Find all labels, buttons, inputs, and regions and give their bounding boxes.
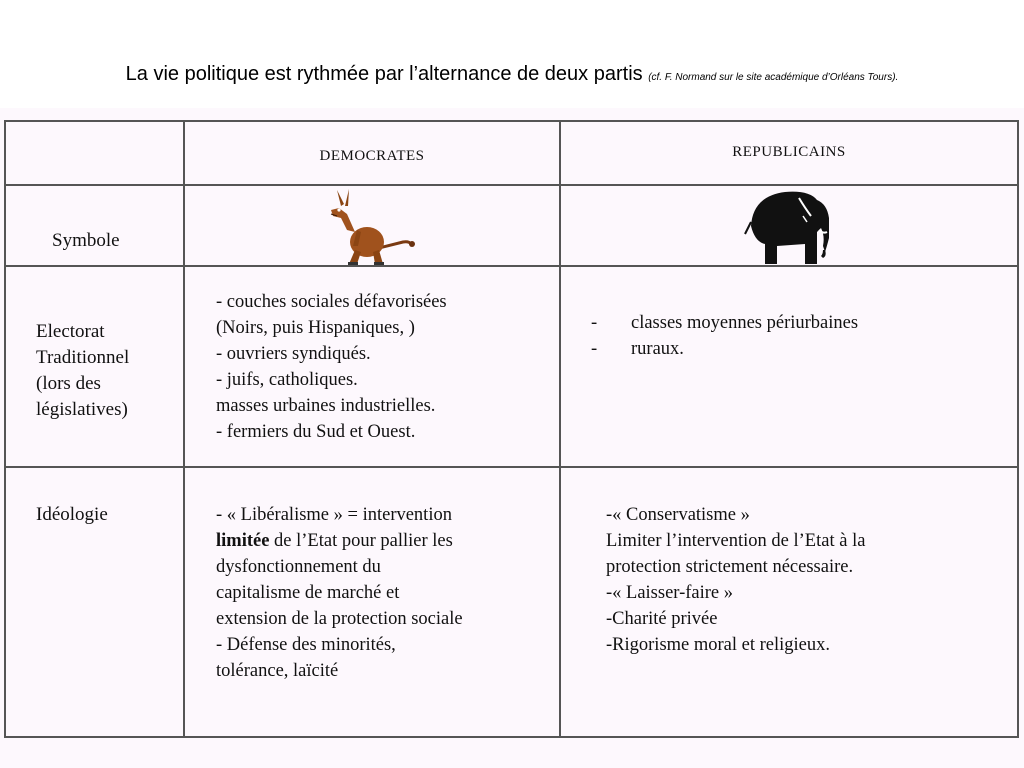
bold-limitee: limitée [216, 531, 270, 551]
header-republicans-cell [560, 121, 1018, 185]
symbol-label-cell [5, 185, 184, 266]
democrats-ideologie-line [216, 528, 559, 554]
electorat-label [6, 267, 183, 423]
electorat-label-cell [5, 266, 184, 467]
ideologie-label: Idéologie [36, 504, 108, 525]
democrats-electorat-line: - fermiers du Sud et Ouest. [216, 422, 416, 442]
republicans-symbol-cell [560, 185, 1018, 266]
democrats-ideologie-line: capitalisme de marché et [216, 583, 400, 603]
democrats-electorat-cell [184, 266, 560, 467]
header-empty-cell [5, 121, 184, 185]
democrats-electorat-line: - couches sociales défavorisées [216, 292, 447, 312]
symbol-row [5, 185, 1018, 266]
republicans-ideologie-cell [560, 467, 1018, 737]
republicans-electorat-list [561, 267, 1017, 362]
democrats-ideologie-line: - Défense des minorités, [216, 635, 396, 655]
donkey-icon [317, 186, 417, 266]
democrats-electorat-line: - ouvriers syndiqués. [216, 344, 371, 364]
republicans-ideologie-line: -Rigorisme moral et religieux. [606, 635, 830, 655]
republicans-electorat-cell [560, 266, 1018, 467]
ideologie-row [5, 467, 1018, 737]
democrats-ideologie-cell [184, 467, 560, 737]
table-header-row [5, 121, 1018, 185]
list-dash: - [591, 313, 598, 333]
democrats-electorat-line: (Noirs, puis Hispaniques, ) [216, 318, 415, 338]
democrats-electorat-line: - juifs, catholiques. [216, 370, 358, 390]
democrats-ideologie-line: - « Libéralisme » = intervention [216, 505, 452, 525]
electorat-label-line: législatives) [36, 399, 128, 420]
republicans-electorat-item [591, 336, 1017, 362]
page-title [0, 63, 1024, 86]
header-republicans: REPUBLICAINS [732, 144, 846, 160]
electorat-label-line: Traditionnel [36, 347, 130, 368]
democrats-ideologie-line: dysfonctionnement du [216, 557, 381, 577]
elephant-icon [739, 186, 839, 266]
ideologie-label-cell [5, 467, 184, 737]
parties-comparison-table [4, 120, 1019, 738]
title-main: La vie politique est rythmée par l’alternance de deux partis [125, 63, 643, 85]
ideologie-line-rest: de l’Etat pour pallier les [269, 531, 453, 551]
democrats-ideologie-text [185, 468, 559, 684]
republicans-ideologie-line: -« Conservatisme » [606, 505, 750, 525]
republicans-electorat-item [591, 310, 1017, 336]
republicans-ideologie-line: -« Laisser-faire » [606, 583, 734, 603]
header-democrats: DEMOCRATES [319, 148, 425, 164]
electorat-label-line: Electorat [36, 321, 105, 342]
democrats-ideologie-line: tolérance, laïcité [216, 661, 339, 681]
republicans-ideologie-line: Limiter l’intervention de l’Etat à la [606, 531, 866, 551]
list-item-text: classes moyennes périurbaines [631, 313, 859, 333]
header-democrats-cell [184, 121, 560, 185]
symbol-label: Symbole [52, 230, 120, 251]
electorat-row [5, 266, 1018, 467]
democrats-electorat-line: masses urbaines industrielles. [216, 396, 436, 416]
list-item-text: ruraux. [631, 339, 684, 359]
list-dash: - [591, 339, 598, 359]
democrats-electorat-text [185, 267, 559, 445]
republicans-ideologie-line: -Charité privée [606, 609, 718, 629]
democrats-ideologie-line: extension de la protection sociale [216, 609, 463, 629]
electorat-label-line: (lors des [36, 373, 101, 394]
republicans-ideologie-line: protection strictement nécessaire. [606, 557, 854, 577]
republicans-ideologie-text [561, 468, 1017, 658]
democrats-symbol-cell [184, 185, 560, 266]
title-citation: (cf. F. Normand sur le site académique d’Orléans Tours). [648, 72, 899, 83]
